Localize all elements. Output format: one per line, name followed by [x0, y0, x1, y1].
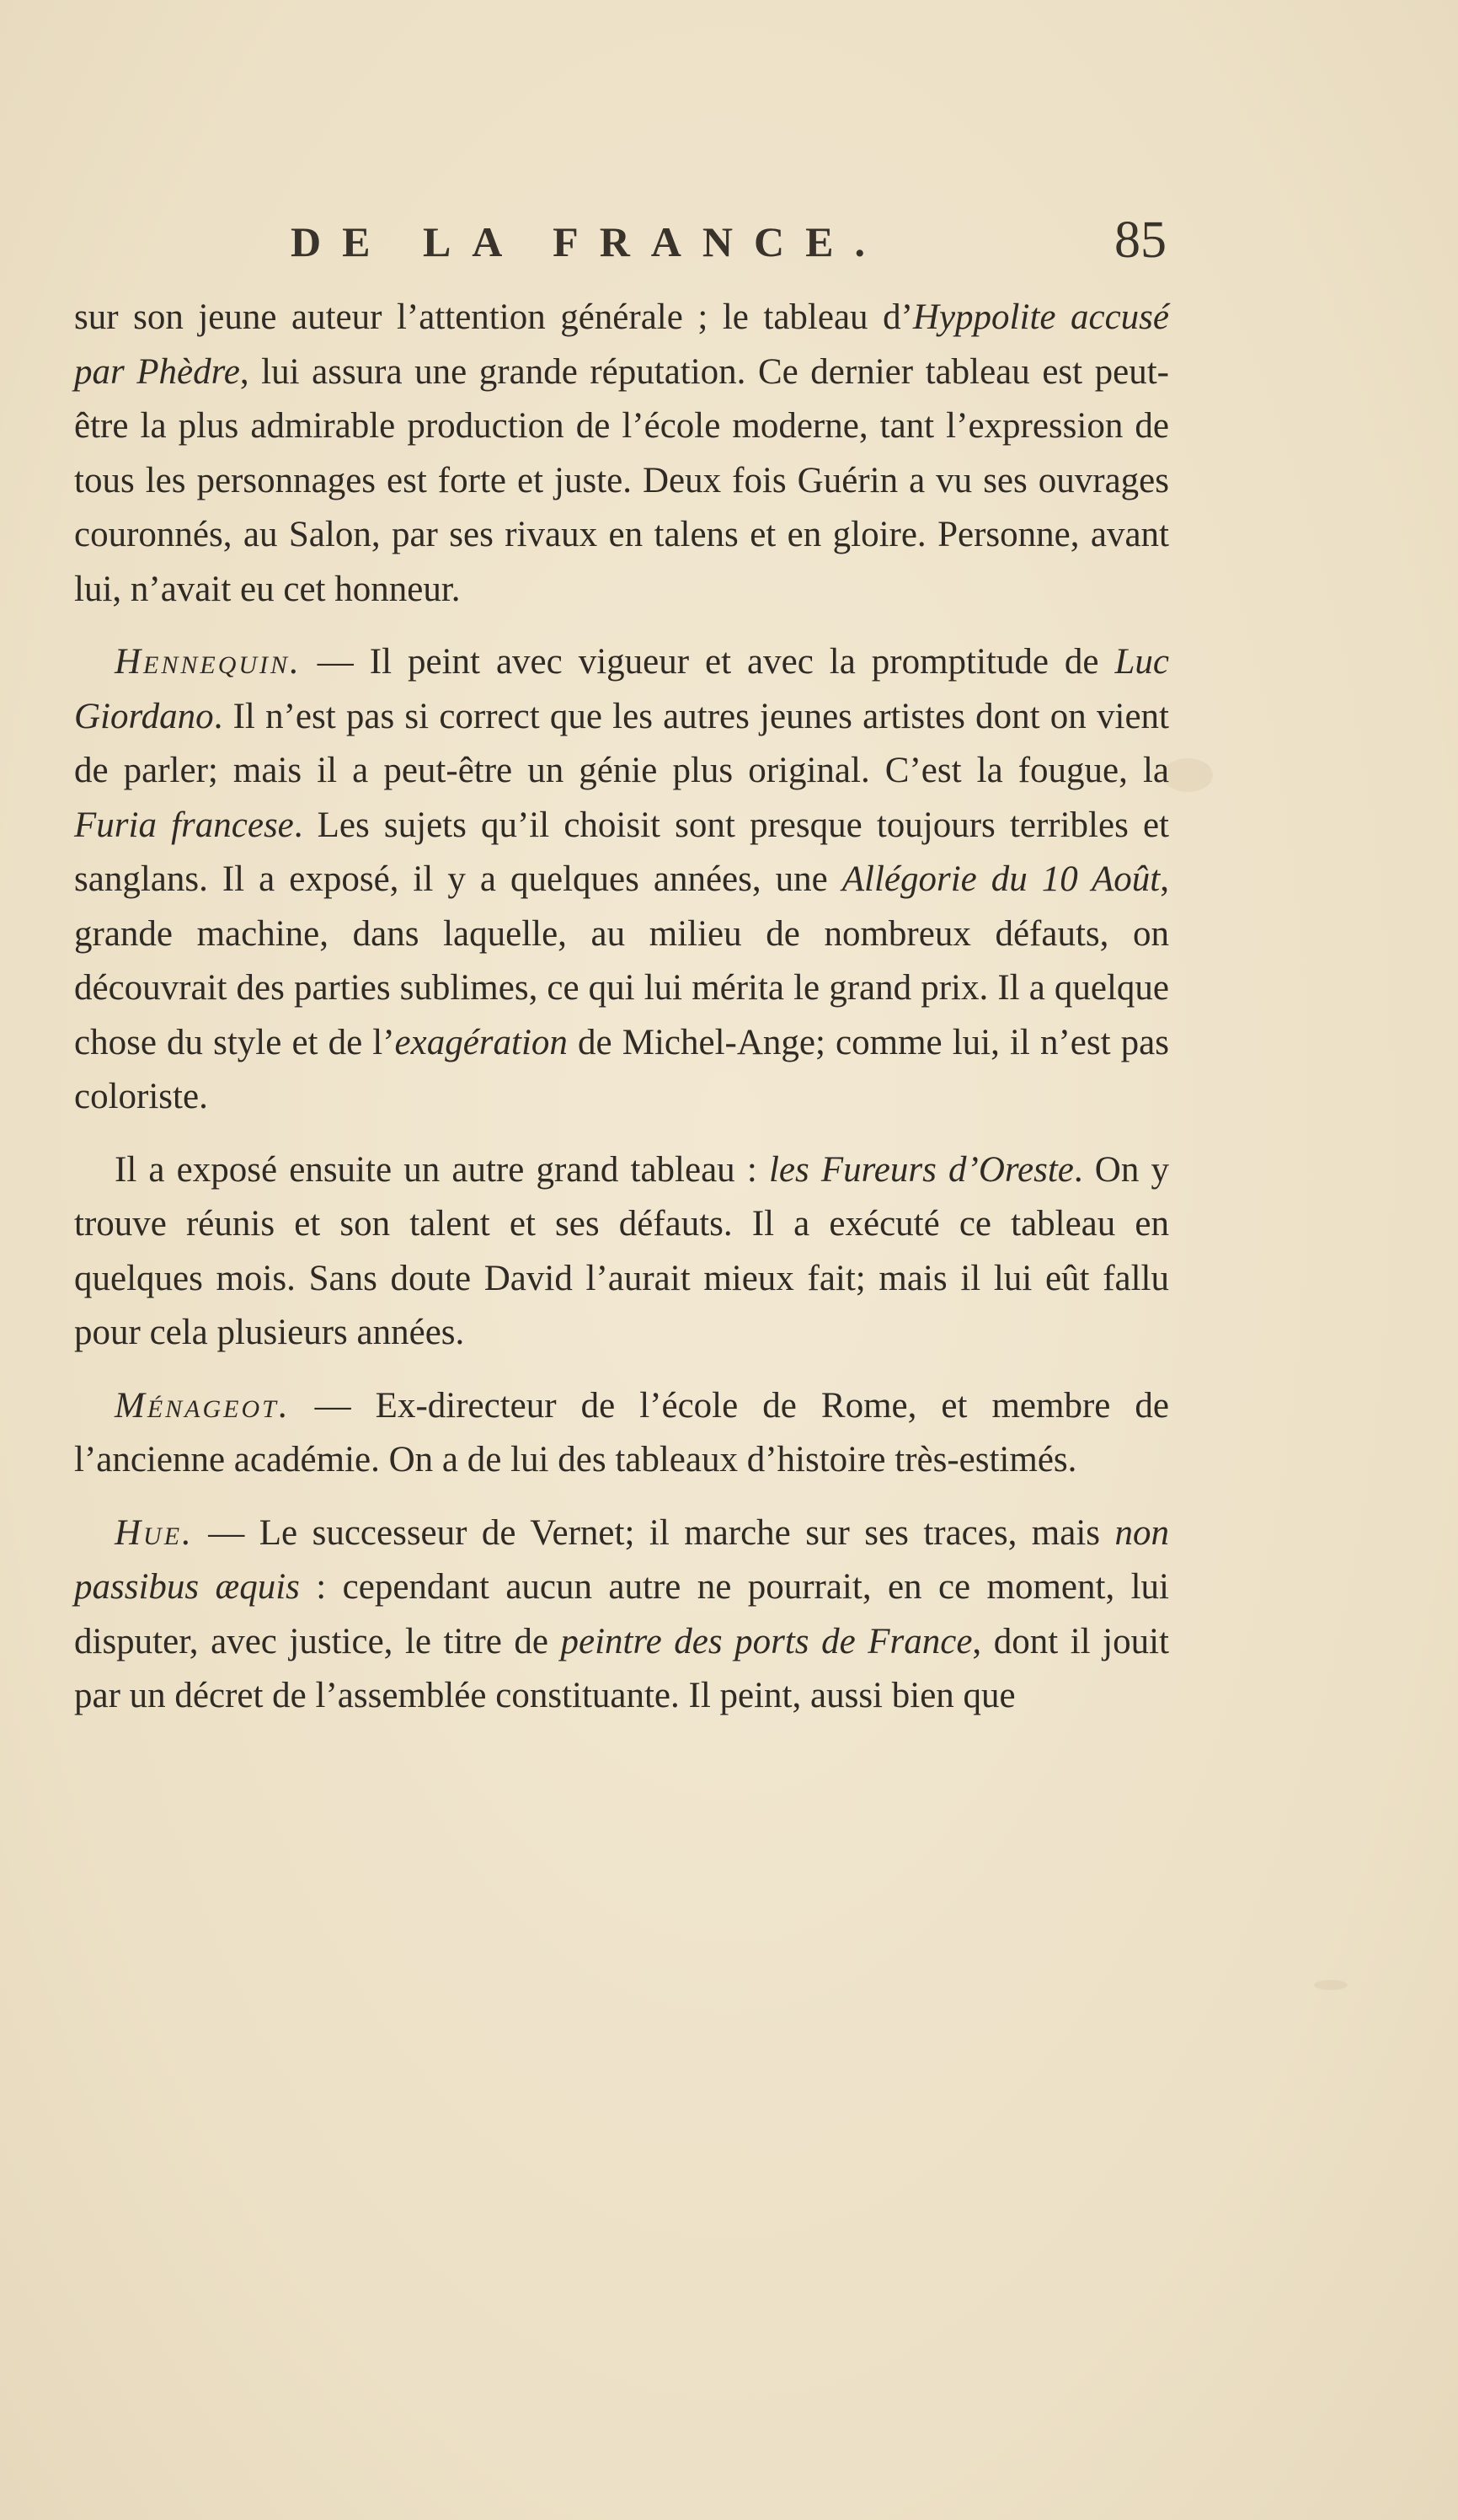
italic-text: Luc Giordano	[74, 642, 1169, 736]
text-run: de Michel-Ange; comme lui, il n’est pas coloriste.	[74, 1022, 1169, 1116]
text-run: — Le successeur de Vernet; il marche sur ses traces, mais	[193, 1512, 1115, 1553]
text-run: Il a exposé ensuite un autre grand tableau :	[115, 1149, 769, 1190]
text-run: — Ex-directeur de l’école de Rome, et membre de l’ancienne académie. On a de lui des tableaux d’histoire très-estimés.	[74, 1385, 1169, 1479]
paragraph	[74, 635, 1169, 1125]
italic-text: non passibus æquis	[74, 1512, 1169, 1607]
paragraph	[74, 1143, 1169, 1361]
text-run: . Les sujets qu’il choisit sont presque toujours terribles et sanglans. Il a exposé, il y a quelques années, une	[74, 805, 1169, 899]
paragraph	[74, 1506, 1169, 1724]
text-run: , grande machine, dans laquelle, au milieu de nombreux défauts, on découvrait des parties sublimes, ce qui lui mérita le grand prix. Il a quelque chose du style et de l’	[74, 859, 1170, 1062]
page-header	[206, 211, 1167, 270]
paper-stain	[1162, 758, 1213, 792]
page-number: 85	[1114, 211, 1167, 269]
text-run: — Il peint avec vigueur et avec la promptitude de	[301, 642, 1115, 682]
italic-text: les Fureurs d’Oreste	[768, 1149, 1074, 1190]
text-run: . On y trouve réunis et son talent et ses défauts. Il a exécuté ce tableau en quelques mois. Sans doute David l’aurait mieux fait; mais il lui eût fallu pour cela plusieurs années.	[74, 1149, 1170, 1352]
paragraph	[74, 1379, 1169, 1488]
text-run: sur son jeune auteur l’attention générale ; le tableau d’	[74, 297, 913, 337]
text-run: , dont il jouit par un décret de l’assemblée constituante. Il peint, aussi bien que	[74, 1621, 1169, 1715]
entry-name: Hue.	[115, 1512, 194, 1553]
italic-text: exagération	[394, 1022, 568, 1062]
italic-text: peintre des ports de France	[560, 1621, 973, 1661]
italic-text: Hyppolite accusé par Phèdre	[74, 297, 1169, 392]
text-run: : cependant aucun autre ne pourrait, en ce moment, lui disputer, avec justice, le titre de	[74, 1567, 1169, 1661]
italic-text: Furia francese	[74, 805, 294, 845]
text-run: . Il n’est pas si correct que les autres jeunes artistes dont on vient de parler; mais il a peut-être un génie plus original. C’est la fougue, la	[74, 696, 1169, 790]
paragraph	[74, 291, 1169, 617]
running-title: DE LA FRANCE.	[291, 218, 886, 265]
paper-stain	[1314, 1980, 1348, 1990]
italic-text: Allégorie du 10 Août	[841, 859, 1161, 899]
entry-name: Hennequin.	[115, 642, 302, 682]
body-text	[74, 291, 1169, 1742]
entry-name: Ménageot.	[115, 1385, 291, 1426]
text-run: , lui assura une grande réputation. Ce dernier tableau est peut-être la plus admirable production de l’école moderne, tant l’expression de tous les personnages est forte et juste. Deux fois Guérin a vu ses ouvrages couronnés, au Salon, par ses rivaux en talens et en gloire. Personne, avant lui, n’avait eu cet honneur.	[74, 351, 1169, 609]
